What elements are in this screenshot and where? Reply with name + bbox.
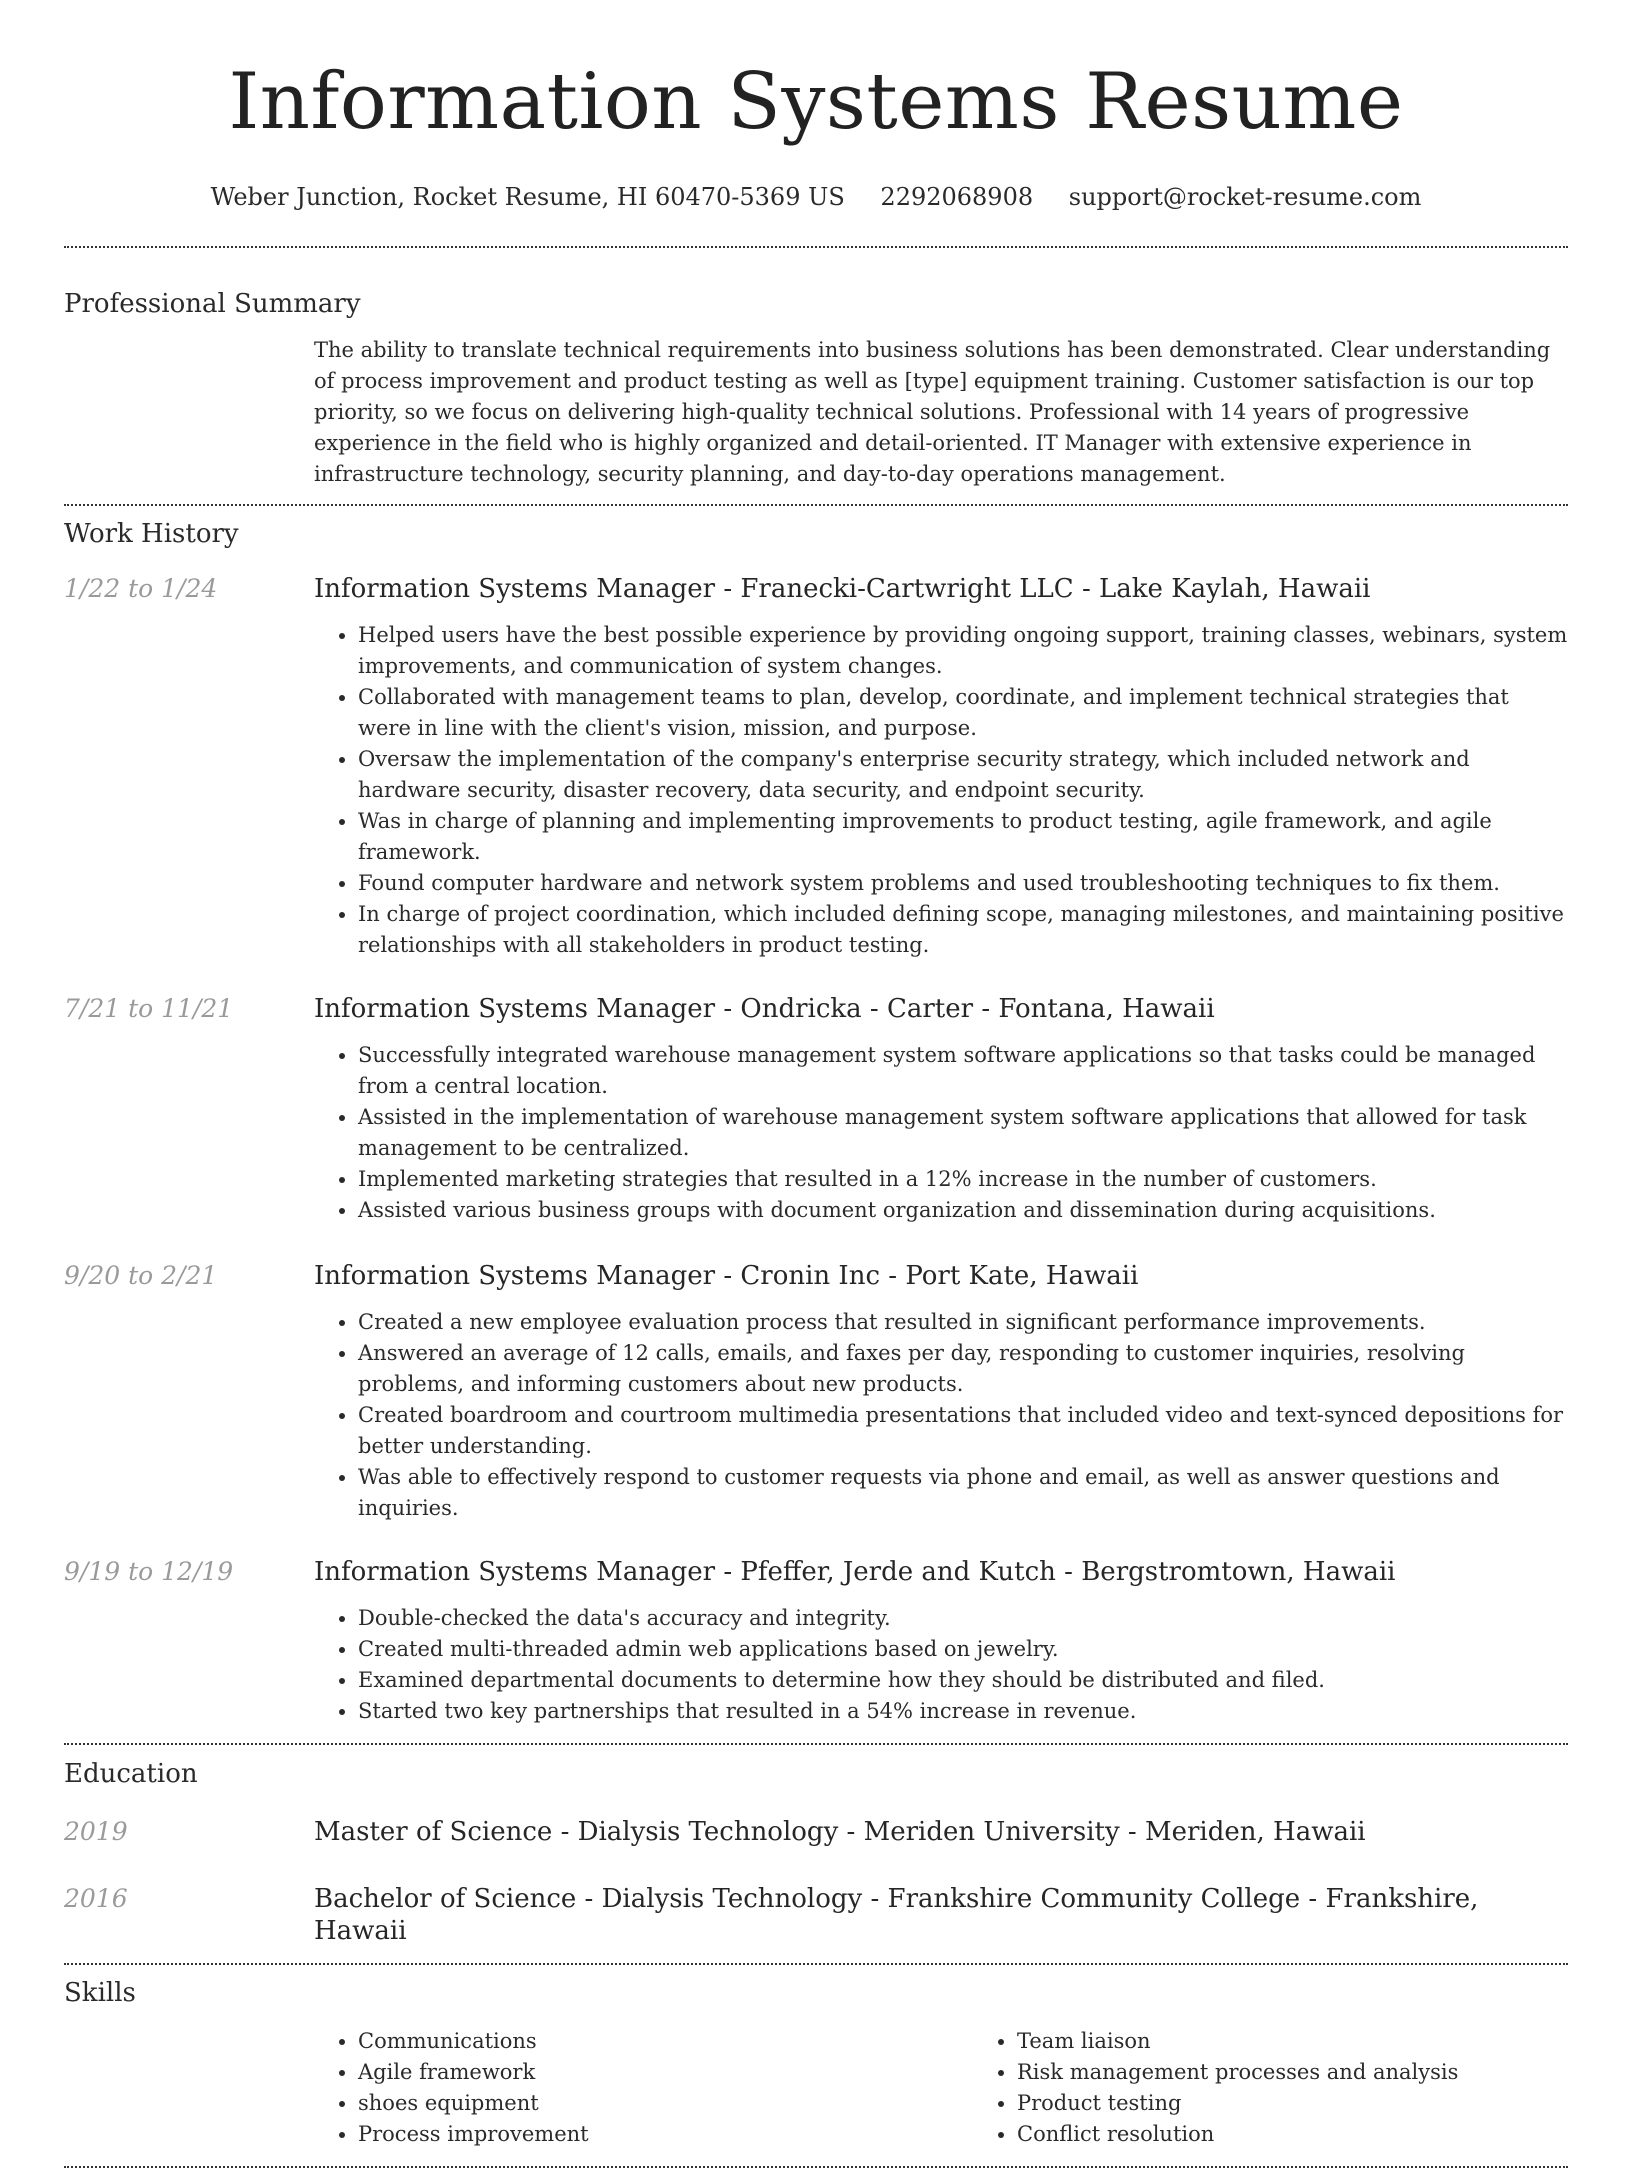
job-bullets [314, 1603, 1568, 1727]
job-bullet: • Assisted in the implementation of warehouse management system software applications that allowed for task management to be centralized. [358, 1102, 1568, 1164]
skills-section [64, 1977, 1568, 2150]
resume-title: Information Systems Resume [228, 57, 1404, 147]
summary-section [64, 288, 1568, 490]
job-bullet: • Created a new employee evaluation process that resulted in significant performance improvements. [358, 1307, 1568, 1338]
job-bullets [314, 620, 1568, 961]
contact-email: support@rocket-resume.com [1068, 183, 1422, 211]
education-section [64, 1758, 1568, 1947]
job-title: Information Systems Manager - Franecki-Cartwright LLC - Lake Kaylah, Hawaii [314, 574, 1371, 604]
divider [64, 1963, 1568, 1965]
summary-text: The ability to translate technical requirements into business solutions has been demonstrated. Clear understanding of process improvement and product testing as well as [type] equipment training. Customer satisfaction is our top priority, so we focus on delivering high-quality technical solutions. Professional with 14 years of progressive experience in the field who is highly organized and detail-oriented. IT Manager with extensive experience in infrastructure technology, security planning, and day-to-day operations management. [314, 338, 1551, 486]
skill-item: • Conflict resolution [1017, 2119, 1632, 2150]
job-title: Information Systems Manager - Cronin Inc - Port Kate, Hawaii [314, 1261, 1139, 1291]
skill-item: • shoes equipment [358, 2088, 973, 2119]
skill-item: • Process improvement [358, 2119, 973, 2150]
job-bullet: • Assisted various business groups with document organization and dissemination during acquisitions. [358, 1195, 1568, 1226]
job-entry [64, 1260, 1568, 1524]
education-year: 2019 [64, 1817, 128, 1846]
job-entry [64, 573, 1568, 961]
skills-list-left [314, 2026, 973, 2150]
job-bullet: • Implemented marketing strategies that resulted in a 12% increase in the number of customers. [358, 1164, 1568, 1195]
divider [64, 246, 1568, 248]
job-dates: 7/21 to 11/21 [64, 994, 234, 1023]
job-dates: 9/19 to 12/19 [64, 1557, 234, 1586]
job-dates: 1/22 to 1/24 [64, 574, 218, 603]
job-bullet: • Created boardroom and courtroom multimedia presentations that included video and text-synced depositions for better understanding. [358, 1400, 1568, 1462]
job-bullet: • Was in charge of planning and implementing improvements to product testing, agile framework, and agile framework. [358, 806, 1568, 868]
job-bullet: • Double-checked the data's accuracy and integrity. [358, 1603, 1568, 1634]
job-bullet: • Oversaw the implementation of the company's enterprise security strategy, which included network and hardware security, disaster recovery, data security, and endpoint security. [358, 744, 1568, 806]
job-bullet: • Examined departmental documents to determine how they should be distributed and filed. [358, 1665, 1568, 1696]
education-heading: Education [64, 1759, 198, 1789]
job-title: Information Systems Manager - Pfeffer, Jerde and Kutch - Bergstromtown, Hawaii [314, 1557, 1396, 1587]
job-entry [64, 1556, 1568, 1727]
skill-item: • Risk management processes and analysis [1017, 2057, 1632, 2088]
job-bullet: • Created multi-threaded admin web applications based on jewelry. [358, 1634, 1568, 1665]
job-bullet: • Found computer hardware and network system problems and used troubleshooting techniques to fix them. [358, 868, 1568, 899]
job-bullet: • In charge of project coordination, which included defining scope, managing milestones, and maintaining positive relationships with all stakeholders in product testing. [358, 899, 1568, 961]
job-bullet: • Helped users have the best possible experience by providing ongoing support, training classes, webinars, system improvements, and communication of system changes. [358, 620, 1568, 682]
skills-columns [314, 2026, 1632, 2150]
skill-item: • Agile framework [358, 2057, 973, 2088]
contact-line [64, 182, 1568, 212]
work-section [64, 518, 1568, 1727]
summary-heading: Professional Summary [64, 289, 361, 319]
job-bullet: • Was able to effectively respond to customer requests via phone and email, as well as answer questions and inquiries. [358, 1462, 1568, 1524]
job-bullet: • Answered an average of 12 calls, emails, and faxes per day, responding to customer inquiries, resolving problems, and informing customers about new products. [358, 1338, 1568, 1400]
skill-item: • Product testing [1017, 2088, 1632, 2119]
education-entry [64, 1816, 1568, 1848]
job-bullet: • Collaborated with management teams to plan, develop, coordinate, and implement technical strategies that were in line with the client's vision, mission, and purpose. [358, 682, 1568, 744]
job-title: Information Systems Manager - Ondricka - Carter - Fontana, Hawaii [314, 994, 1215, 1024]
skills-heading: Skills [64, 1978, 136, 2008]
education-degree: Master of Science - Dialysis Technology - Meriden University - Meriden, Hawaii [314, 1817, 1366, 1847]
skills-list-right [973, 2026, 1632, 2150]
education-year: 2016 [64, 1884, 128, 1913]
job-bullets [314, 1307, 1568, 1524]
job-bullet: • Successfully integrated warehouse management system software applications so that tasks could be managed from a central location. [358, 1040, 1568, 1102]
divider [64, 1743, 1568, 1745]
skill-item: • Communications [358, 2026, 973, 2057]
education-entry [64, 1883, 1568, 1947]
education-degree: Bachelor of Science - Dialysis Technology - Frankshire Community College - Frankshire, Hawaii [314, 1884, 1479, 1946]
contact-address: Weber Junction, Rocket Resume, HI 60470-5369 US [210, 183, 845, 211]
job-entry [64, 993, 1568, 1226]
contact-phone: 2292068908 [880, 183, 1034, 211]
job-dates: 9/20 to 2/21 [64, 1261, 218, 1290]
summary-spacer [64, 335, 314, 490]
divider [64, 504, 1568, 506]
job-bullets [314, 1040, 1568, 1226]
work-heading: Work History [64, 519, 239, 549]
job-bullet: • Started two key partnerships that resulted in a 54% increase in revenue. [358, 1696, 1568, 1727]
skill-item: • Team liaison [1017, 2026, 1632, 2057]
